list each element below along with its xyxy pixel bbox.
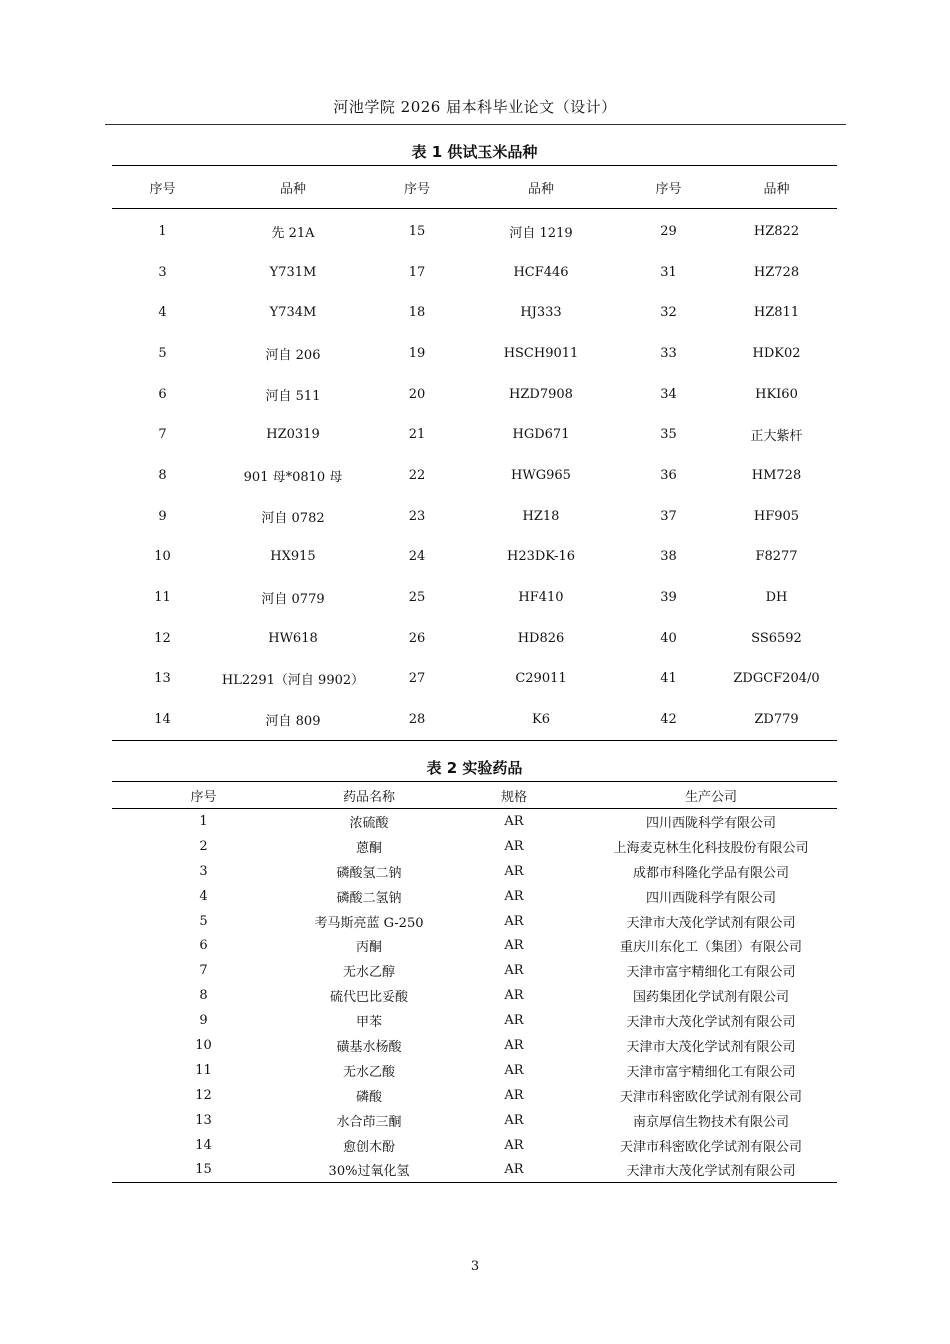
cell-variety: HKI60 — [755, 386, 798, 402]
cell-no: 4 — [199, 888, 208, 904]
cell-no: 5 — [158, 345, 167, 361]
t2-col-manufacturer: 生产公司 — [585, 782, 837, 809]
cell-grade: AR — [504, 888, 524, 904]
cell-no: 25 — [408, 590, 426, 606]
t1-col-no-2: 序号 — [373, 166, 461, 209]
cell-variety: 先 21A — [271, 225, 315, 241]
cell-grade: AR — [504, 913, 524, 929]
cell-no: 31 — [660, 264, 677, 280]
cell-variety: 河自 511 — [265, 388, 321, 404]
table-row — [112, 834, 837, 859]
table-row — [112, 618, 837, 659]
table2-body — [112, 809, 837, 1183]
cell-variety: 河自 0779 — [261, 592, 325, 608]
cell-grade: AR — [504, 1013, 524, 1029]
cell-no: 14 — [154, 712, 171, 728]
cell-variety: 河自 0782 — [261, 510, 325, 526]
cell-no: 32 — [660, 305, 677, 321]
cell-variety: HZ18 — [522, 508, 560, 524]
cell-no: 35 — [660, 427, 677, 443]
cell-reagent-name: 水合茚三酮 — [336, 1114, 402, 1130]
table-row — [112, 537, 837, 578]
cell-variety: 河自 809 — [265, 714, 321, 730]
cell-variety: C29011 — [515, 671, 567, 687]
cell-no: 7 — [199, 963, 208, 979]
cell-reagent-name: 丙酮 — [355, 940, 382, 956]
cell-no: 14 — [195, 1137, 212, 1153]
cell-variety: DH — [765, 590, 788, 606]
cell-variety: HJ333 — [520, 305, 562, 321]
cell-no: 10 — [195, 1037, 212, 1053]
cell-reagent-name: 磷酸二氢钠 — [336, 890, 402, 906]
table-row — [112, 1058, 837, 1083]
cell-no: 40 — [660, 630, 677, 646]
cell-variety: HF410 — [518, 590, 564, 606]
cell-variety: HZ811 — [753, 305, 800, 321]
cell-variety: HW618 — [268, 630, 318, 646]
cell-variety: Y734M — [269, 305, 317, 321]
cell-variety: HSCH9011 — [503, 345, 579, 361]
cell-grade: AR — [504, 863, 524, 879]
t2-col-grade: 规格 — [443, 782, 585, 809]
table-row — [112, 1083, 837, 1108]
table-row — [112, 374, 837, 415]
cell-variety: 正大紫杆 — [750, 429, 803, 445]
cell-no: 33 — [660, 345, 677, 361]
cell-grade: AR — [504, 963, 524, 979]
table-experimental-reagents — [112, 781, 837, 1183]
cell-grade: AR — [504, 938, 524, 954]
cell-variety: HM728 — [751, 467, 802, 483]
cell-no: 34 — [660, 386, 677, 402]
cell-variety: H23DK-16 — [506, 549, 575, 565]
cell-variety: HZ822 — [753, 223, 800, 239]
cell-no: 13 — [195, 1112, 212, 1128]
table-row — [112, 292, 837, 333]
cell-reagent-name: 浓硫酸 — [349, 815, 389, 831]
cell-no: 2 — [199, 838, 208, 854]
cell-no: 12 — [195, 1087, 212, 1103]
cell-no: 8 — [158, 467, 167, 483]
cell-grade: AR — [504, 813, 524, 829]
cell-no: 13 — [154, 671, 171, 687]
cell-grade: AR — [504, 1062, 524, 1078]
cell-grade: AR — [504, 1087, 524, 1103]
table-row — [112, 699, 837, 740]
t1-col-variety-2: 品种 — [461, 166, 621, 209]
cell-no: 28 — [408, 712, 426, 728]
cell-variety: SS6592 — [751, 630, 802, 646]
cell-no: 24 — [408, 549, 426, 565]
cell-no: 15 — [408, 223, 426, 239]
table-row — [112, 884, 837, 909]
t1-col-no-3: 序号 — [621, 166, 716, 209]
cell-manufacturer: 上海麦克林生化科技股份有限公司 — [613, 840, 809, 856]
cell-variety: HDK02 — [752, 345, 801, 361]
cell-reagent-name: 30%过氧化氢 — [328, 1164, 410, 1180]
cell-reagent-name: 甲苯 — [355, 1015, 382, 1031]
cell-manufacturer: 天津市大茂化学试剂有限公司 — [626, 915, 796, 931]
t2-col-no: 序号 — [112, 782, 295, 809]
table-row — [112, 809, 837, 834]
cell-manufacturer: 天津市科密欧化学试剂有限公司 — [619, 1139, 802, 1155]
cell-variety: HZ728 — [753, 264, 800, 280]
table1-caption: 表 1 供试玉米品种 — [411, 143, 538, 161]
cell-no: 18 — [408, 305, 426, 321]
header-rule — [105, 124, 846, 125]
table-row — [112, 1133, 837, 1158]
cell-grade: AR — [504, 838, 524, 854]
cell-variety: ZD779 — [754, 712, 799, 728]
cell-variety: F8277 — [755, 549, 798, 565]
cell-no: 39 — [660, 590, 677, 606]
cell-no: 8 — [199, 988, 208, 1004]
cell-variety: 河自 1219 — [509, 225, 573, 241]
cell-no: 6 — [158, 386, 167, 402]
table-row — [112, 958, 837, 983]
cell-reagent-name: 无水乙酸 — [342, 1064, 395, 1080]
cell-no: 22 — [408, 467, 426, 483]
cell-variety: HCF446 — [513, 264, 569, 280]
table-row — [112, 909, 837, 934]
cell-no: 9 — [158, 508, 167, 524]
cell-manufacturer: 成都市科隆化学品有限公司 — [632, 865, 789, 881]
t2-col-reagent-name: 药品名称 — [295, 782, 443, 809]
table-row — [112, 333, 837, 374]
cell-no: 3 — [199, 863, 208, 879]
cell-no: 11 — [195, 1062, 212, 1078]
cell-reagent-name: 愈创木酚 — [342, 1139, 395, 1155]
cell-manufacturer: 南京厚信生物技术有限公司 — [632, 1114, 789, 1130]
cell-variety: HF905 — [753, 508, 800, 524]
running-header: 河池学院 2026 届本科毕业论文（设计） — [333, 98, 617, 116]
cell-no: 23 — [408, 508, 426, 524]
cell-manufacturer: 国药集团化学试剂有限公司 — [632, 990, 789, 1006]
cell-reagent-name: 磷酸氢二钠 — [336, 865, 402, 881]
table-maize-varieties — [112, 165, 837, 741]
table1-header-row — [112, 166, 837, 209]
cell-grade: AR — [504, 1162, 524, 1178]
cell-no: 17 — [408, 264, 426, 280]
cell-no: 37 — [660, 508, 677, 524]
table2-caption: 表 2 实验药品 — [426, 759, 523, 777]
table1-body — [112, 209, 837, 741]
cell-no: 29 — [660, 223, 677, 239]
table-row — [112, 577, 837, 618]
cell-manufacturer: 四川西陇科学有限公司 — [645, 815, 776, 831]
cell-no: 26 — [408, 630, 426, 646]
cell-manufacturer: 天津市富宇精细化工有限公司 — [626, 1064, 796, 1080]
cell-no: 15 — [195, 1162, 212, 1178]
cell-no: 9 — [199, 1013, 208, 1029]
cell-variety: ZDGCF204/0 — [733, 671, 820, 687]
cell-no: 10 — [154, 549, 171, 565]
table-row — [112, 859, 837, 884]
table-row — [112, 414, 837, 455]
cell-reagent-name: 无水乙醇 — [342, 965, 395, 981]
page-number: 3 — [470, 1259, 480, 1274]
t1-col-no-1: 序号 — [112, 166, 213, 209]
cell-no: 7 — [158, 427, 167, 443]
cell-variety: HD826 — [517, 630, 565, 646]
cell-no: 6 — [199, 938, 208, 954]
cell-no: 3 — [158, 264, 167, 280]
cell-no: 36 — [660, 467, 677, 483]
cell-reagent-name: 磺基水杨酸 — [336, 1039, 402, 1055]
cell-manufacturer: 天津市科密欧化学试剂有限公司 — [619, 1089, 802, 1105]
cell-manufacturer: 天津市富宇精细化工有限公司 — [626, 965, 796, 981]
table-row — [112, 1033, 837, 1058]
cell-no: 38 — [660, 549, 677, 565]
cell-no: 4 — [158, 305, 167, 321]
cell-variety: 河自 206 — [265, 347, 321, 363]
cell-variety: HX915 — [270, 549, 316, 565]
cell-variety: 901 母*0810 母 — [243, 469, 343, 485]
cell-manufacturer: 重庆川东化工（集团）有限公司 — [619, 940, 802, 956]
cell-no: 41 — [660, 671, 677, 687]
cell-grade: AR — [504, 1037, 524, 1053]
table-row — [112, 983, 837, 1008]
table-row — [112, 933, 837, 958]
cell-no: 1 — [199, 813, 208, 829]
cell-no: 5 — [199, 913, 208, 929]
cell-manufacturer: 天津市大茂化学试剂有限公司 — [626, 1015, 796, 1031]
cell-manufacturer: 天津市大茂化学试剂有限公司 — [626, 1164, 796, 1180]
cell-no: 20 — [408, 386, 426, 402]
cell-grade: AR — [504, 1137, 524, 1153]
table-row — [112, 252, 837, 293]
cell-no: 21 — [408, 427, 426, 443]
cell-reagent-name: 硫代巴比妥酸 — [329, 990, 408, 1006]
cell-variety: K6 — [532, 712, 550, 728]
table-row — [112, 1108, 837, 1133]
table2-header-row — [112, 782, 837, 809]
table-row — [112, 1008, 837, 1033]
cell-variety: HZD7908 — [509, 386, 573, 402]
cell-reagent-name: 考马斯亮蓝 G-250 — [314, 915, 424, 931]
table-row — [112, 209, 837, 252]
t1-col-variety-3: 品种 — [716, 166, 837, 209]
table-row — [112, 455, 837, 496]
table-row — [112, 496, 837, 537]
cell-reagent-name: 磷酸 — [355, 1089, 382, 1105]
cell-grade: AR — [504, 1112, 524, 1128]
cell-reagent-name: 蒽酮 — [355, 840, 382, 856]
cell-grade: AR — [504, 988, 524, 1004]
cell-variety: HZ0319 — [266, 427, 320, 443]
cell-no: 19 — [408, 345, 426, 361]
table-row — [112, 659, 837, 700]
t1-col-variety-1: 品种 — [213, 166, 373, 209]
cell-no: 12 — [154, 630, 171, 646]
cell-variety: Y731M — [269, 264, 317, 280]
cell-no: 42 — [660, 712, 677, 728]
cell-no: 27 — [408, 671, 426, 687]
cell-no: 1 — [158, 223, 167, 239]
cell-variety: HGD671 — [512, 427, 570, 443]
cell-variety: HL2291（河自 9902） — [221, 673, 365, 689]
cell-manufacturer: 四川西陇科学有限公司 — [645, 890, 776, 906]
cell-variety: HWG965 — [511, 467, 571, 483]
cell-manufacturer: 天津市大茂化学试剂有限公司 — [626, 1039, 796, 1055]
cell-no: 11 — [154, 590, 171, 606]
table-row — [112, 1157, 837, 1182]
